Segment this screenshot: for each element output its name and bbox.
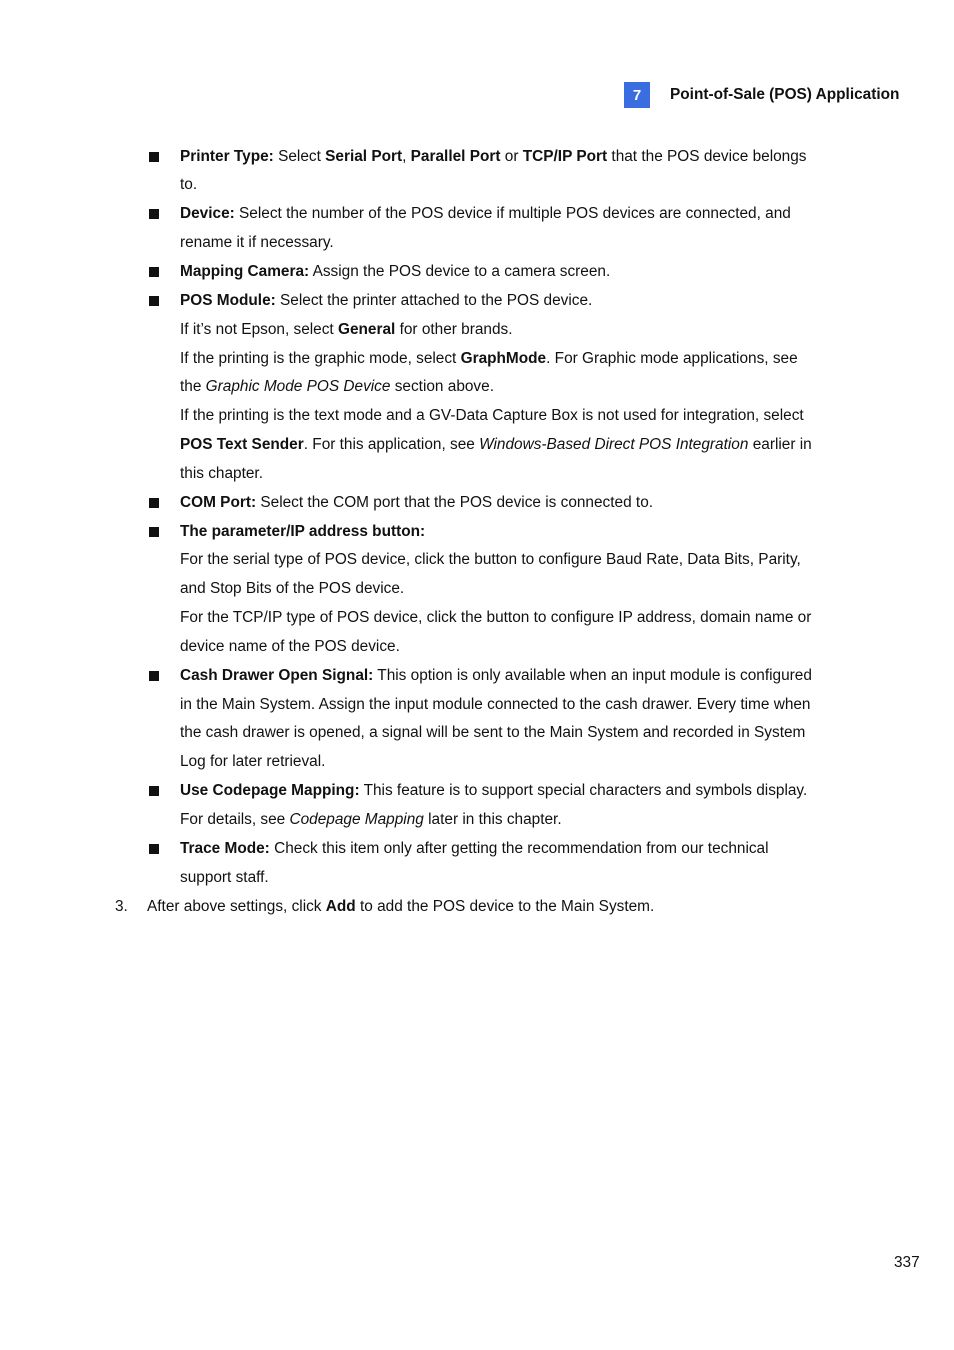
page-number: 337	[894, 1254, 920, 1271]
codepage-line-2	[180, 810, 562, 830]
text: After above settings, click	[147, 898, 326, 915]
trace-mode-text: Check this item only after getting the recommendation from our technical	[269, 840, 769, 857]
cash-drawer-line-3: the cash drawer is opened, a signal will be sent to the Main System and recorded in System	[180, 724, 806, 741]
mapping-camera-text: Assign the POS device to a camera screen.	[309, 263, 611, 280]
trace-mode-term: Trace Mode:	[180, 840, 270, 857]
codepage-text: This feature is to support special characters and symbols display.	[359, 782, 808, 799]
text: If the printing is the graphic mode, select	[180, 350, 461, 367]
printer-type-line-2: to.	[180, 176, 198, 193]
printer-type-text: that the POS device belongs	[607, 148, 807, 165]
param-button-line	[180, 522, 425, 542]
cash-drawer-line	[180, 666, 812, 686]
add-button-reference: Add	[325, 898, 356, 915]
com-port-text: Select the COM port that the POS device is connected to.	[256, 494, 654, 511]
text: . For this application, see	[303, 436, 480, 453]
pos-module-line	[180, 291, 592, 311]
bullet-icon	[149, 267, 159, 277]
codepage-term: Use Codepage Mapping:	[180, 782, 360, 799]
bullet-icon	[149, 152, 159, 162]
text: the	[180, 378, 206, 395]
tcpip-port-option: TCP/IP Port	[522, 148, 608, 165]
device-text: Select the number of the POS device if multiple POS devices are connected, and	[234, 205, 791, 222]
separator: or	[500, 148, 523, 165]
param-button-serial-line: For the serial type of POS device, click the button to configure Baud Rate, Data Bits, Parity,	[180, 551, 801, 568]
chapter-number-badge: 7	[624, 82, 650, 108]
separator: ,	[402, 148, 411, 165]
trace-mode-line-2: support staff.	[180, 869, 269, 886]
pos-module-textmode-line-2	[180, 435, 812, 455]
parallel-port-option: Parallel Port	[410, 148, 501, 165]
step-3-line	[147, 897, 654, 917]
pos-module-textmode-line-3: this chapter.	[180, 465, 263, 482]
device-term: Device:	[180, 205, 235, 222]
cash-drawer-term: Cash Drawer Open Signal:	[180, 667, 374, 684]
cash-drawer-line-2: in the Main System. Assign the input module connected to the cash drawer. Every time when	[180, 696, 811, 713]
mapping-camera-term: Mapping Camera:	[180, 263, 310, 280]
pos-module-general-line	[180, 320, 513, 340]
printer-type-term: Printer Type:	[180, 148, 274, 165]
codepage-line	[180, 781, 807, 801]
param-button-tcpip-line: For the TCP/IP type of POS device, click the button to configure IP address, domain name or	[180, 609, 812, 626]
cash-drawer-text: This option is only available when an input module is configured	[373, 667, 812, 684]
device-line	[180, 204, 791, 224]
text: . For Graphic mode applications, see	[546, 350, 798, 367]
com-port-term: COM Port:	[180, 494, 257, 511]
codepage-mapping-reference: Codepage Mapping	[289, 811, 424, 828]
chapter-title: Point-of-Sale (POS) Application	[670, 86, 900, 103]
windows-direct-pos-reference: Windows-Based Direct POS Integration	[479, 436, 749, 453]
pos-module-graphmode-line	[180, 349, 798, 369]
text: for other brands.	[395, 321, 513, 338]
pos-module-textmode-line: If the printing is the text mode and a GV-Data Capture Box is not used for integration, select	[180, 407, 804, 424]
step-number: 3.	[115, 898, 128, 915]
bullet-icon	[149, 498, 159, 508]
serial-port-option: Serial Port	[325, 148, 403, 165]
com-port-line	[180, 493, 653, 513]
graphic-mode-reference: Graphic Mode POS Device	[205, 378, 391, 395]
pos-text-sender-option: POS Text Sender	[180, 436, 304, 453]
pos-module-term: POS Module:	[180, 292, 276, 309]
cash-drawer-line-4: Log for later retrieval.	[180, 753, 326, 770]
device-line-2: rename it if necessary.	[180, 234, 334, 251]
text: earlier in	[748, 436, 812, 453]
printer-type-text: Select	[273, 148, 326, 165]
text: For details, see	[180, 811, 290, 828]
graphmode-option: GraphMode	[460, 350, 547, 367]
general-option: General	[337, 321, 396, 338]
bullet-icon	[149, 296, 159, 306]
bullet-icon	[149, 671, 159, 681]
pos-module-graphmode-line-2	[180, 377, 494, 397]
printer-type-line	[180, 147, 807, 167]
bullet-icon	[149, 786, 159, 796]
text: to add the POS device to the Main System.	[355, 898, 655, 915]
text: If it’s not Epson, select	[180, 321, 338, 338]
text: later in this chapter.	[423, 811, 562, 828]
param-button-term: The parameter/IP address button:	[180, 523, 426, 540]
bullet-icon	[149, 527, 159, 537]
trace-mode-line	[180, 839, 769, 859]
mapping-camera-line	[180, 262, 610, 282]
bullet-icon	[149, 209, 159, 219]
bullet-icon	[149, 844, 159, 854]
text: section above.	[390, 378, 494, 395]
param-button-serial-line-2: and Stop Bits of the POS device.	[180, 580, 405, 597]
pos-module-text: Select the printer attached to the POS device.	[275, 292, 593, 309]
param-button-tcpip-line-2: device name of the POS device.	[180, 638, 400, 655]
